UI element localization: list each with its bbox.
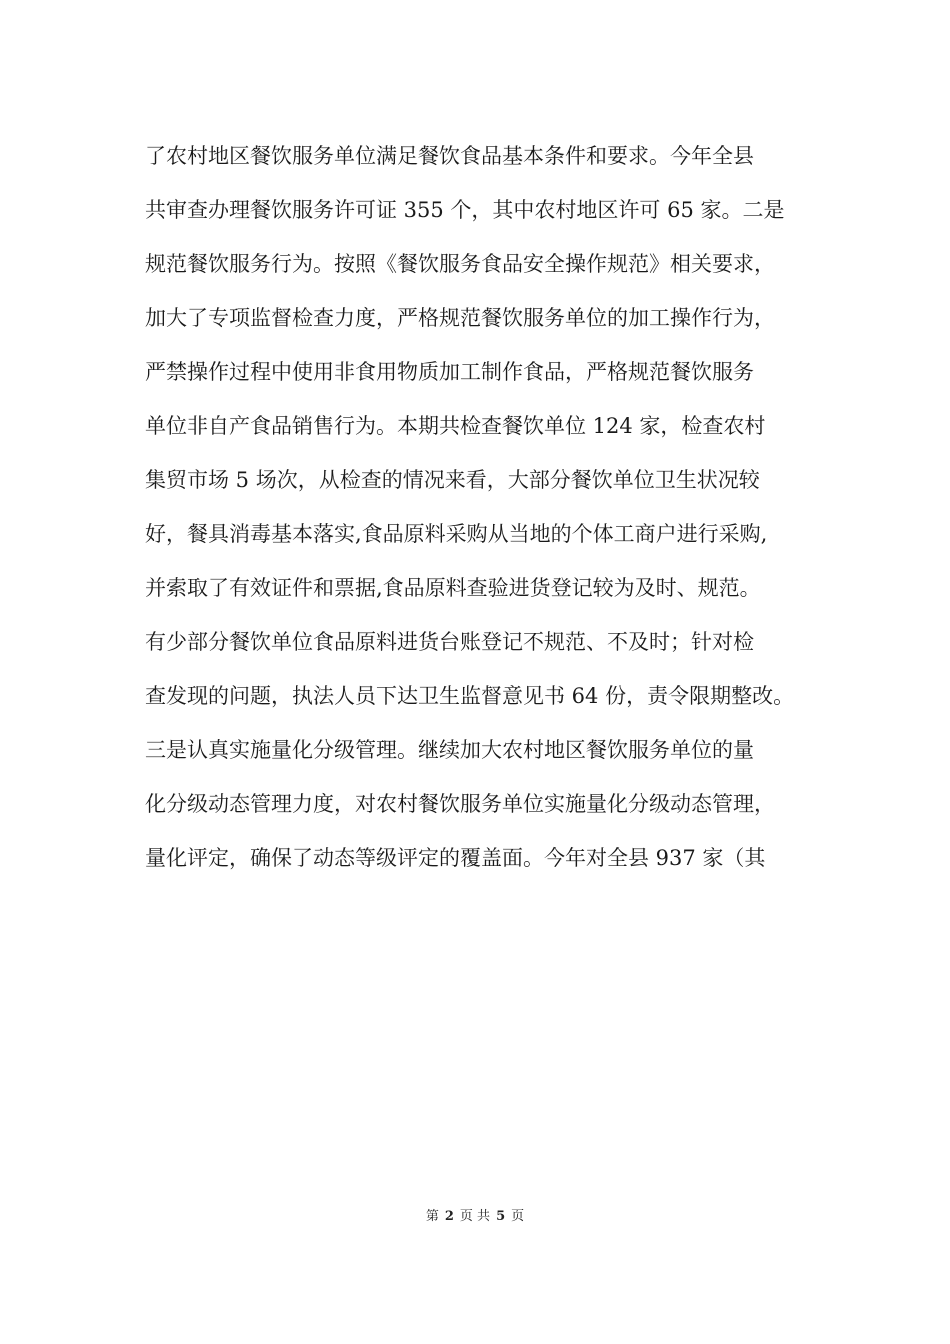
- text-line: 加大了专项监督检查力度，严格规范餐饮服务单位的加工操作行为，: [145, 306, 775, 330]
- text-line: 了农村地区餐饮服务单位满足餐饮食品基本条件和要求。今年全县: [145, 144, 754, 168]
- text-line: 化分级动态管理力度，对农村餐饮服务单位实施量化分级动态管理，: [145, 792, 775, 816]
- text-line: 并索取了有效证件和票据,食品原料查验进货登记较为及时、规范。: [145, 576, 761, 600]
- text-line: 集贸市场 5 场次，从检查的情况来看，大部分餐饮单位卫生状况较: [145, 468, 760, 492]
- text-line: 有少部分餐饮单位食品原料进货台账登记不规范、不及时；针对检: [145, 630, 754, 654]
- text-line: 量化评定，确保了动态等级评定的覆盖面。今年对全县 937 家（其: [145, 846, 766, 870]
- text-line: 好，餐具消毒基本落实,食品原料采购从当地的个体工商户进行采购,: [145, 522, 768, 546]
- page-footer: [0, 1207, 950, 1227]
- text-line: 严禁操作过程中使用非食用物质加工制作食品，严格规范餐饮服务: [145, 360, 754, 384]
- text-line: 规范餐饮服务行为。按照《餐饮服务食品安全操作规范》相关要求，: [145, 252, 775, 276]
- total-page-count: 5: [496, 1209, 506, 1224]
- footer-prefix: 第: [425, 1209, 439, 1224]
- text-line: 单位非自产食品销售行为。本期共检查餐饮单位 124 家，检查农村: [145, 414, 766, 438]
- text-line: 查发现的问题，执法人员下达卫生监督意见书 64 份，责令限期整改。: [145, 684, 795, 708]
- text-line: 共审查办理餐饮服务许可证 355 个，其中农村地区许可 65 家。二是: [145, 198, 785, 222]
- body-text: [145, 133, 825, 889]
- current-page-number: 2: [444, 1209, 454, 1224]
- text-line: 三是认真实施量化分级管理。继续加大农村地区餐饮服务单位的量: [145, 738, 754, 762]
- footer-middle: 页 共: [459, 1209, 491, 1224]
- footer-suffix: 页: [511, 1209, 525, 1224]
